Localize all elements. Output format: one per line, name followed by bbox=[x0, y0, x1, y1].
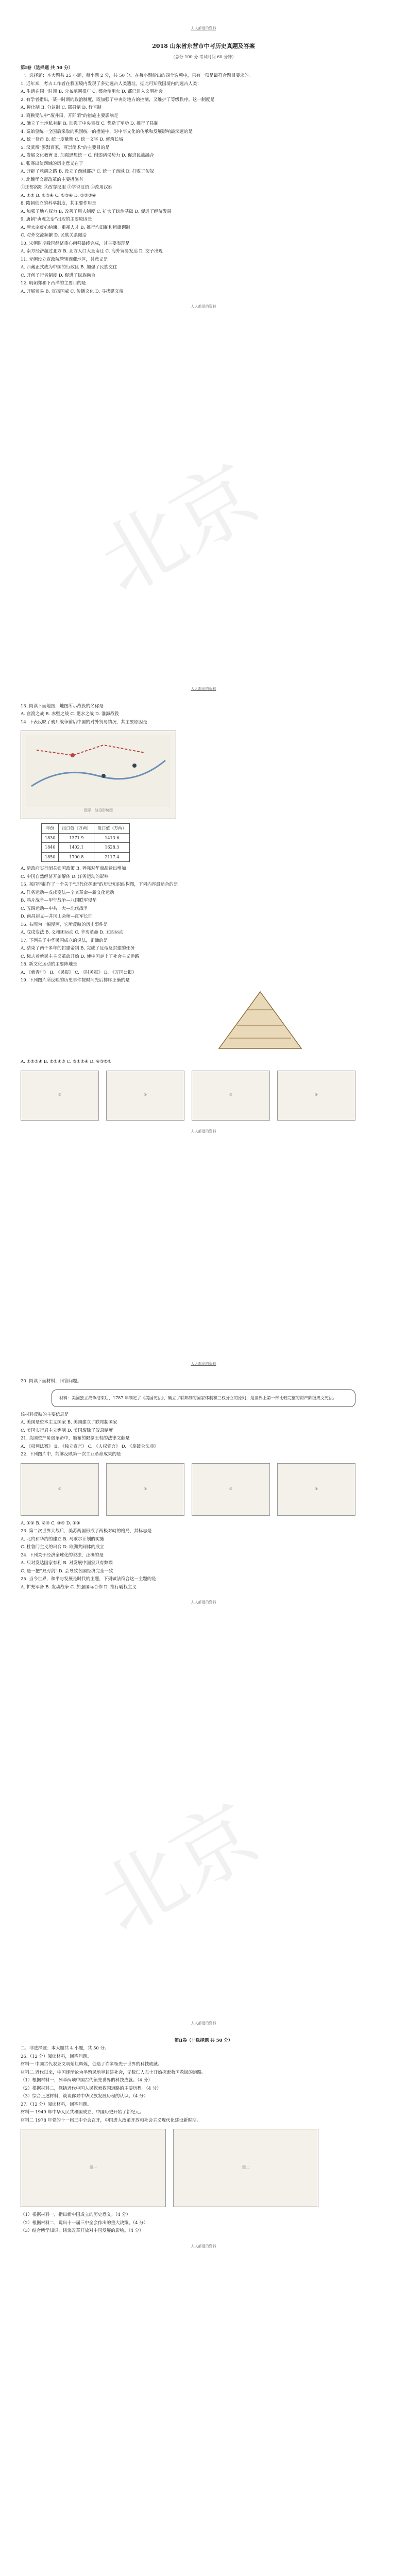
photo-4: ④ bbox=[277, 1071, 355, 1121]
text-line: 11. 元朝设立宣政院管辖西藏地区，其意义是 bbox=[21, 257, 108, 262]
text-line: A. 生活在同一时期 B. 分布范围很广 C. 都会使用火 D. 都已进入文明社会 bbox=[21, 89, 163, 94]
text-line: C. 中国自然经济开始解体 D. 洋务运动的影响 bbox=[21, 874, 109, 879]
text-line: A. 清政府实行闭关锁国政策 B. 列强对华商品输出增加 bbox=[21, 866, 126, 871]
text-line: C. 开创了行省制度 D. 促进了民族融合 bbox=[21, 273, 96, 278]
question-list bbox=[21, 865, 386, 985]
text-line: （3）综合上述材料，谈谈你对中华民族发展历程的认识。（4 分） bbox=[21, 2094, 148, 2099]
text-line: 10. 宋朝时期我国经济重心南移最终完成，其主要表现是 bbox=[21, 241, 130, 246]
page-header: 人人都爱的资料 bbox=[191, 687, 216, 691]
text-line: 16. 右图为一幅漫画，它所反映的历史事件是 bbox=[21, 922, 108, 927]
section-heading: 第Ⅱ卷（非选择题 共 50 分） bbox=[174, 2038, 233, 2043]
image-row bbox=[21, 2129, 386, 2207]
question-list bbox=[21, 1378, 386, 1386]
image-3: ③ bbox=[192, 1463, 270, 1516]
text-line: 21. 英国资产阶级革命中，颁布的限制王权的法律文献是 bbox=[21, 1436, 130, 1441]
table-cell: 1830 bbox=[42, 833, 59, 843]
image-row bbox=[21, 1463, 386, 1516]
text-line: 9. 唐朝“贞观之治”出现的主要原因是 bbox=[21, 217, 92, 222]
text-line: 19. 下列图片所反映的历史事件按时间先后排序正确的是 bbox=[21, 978, 130, 983]
text-line: C. 五四运动—中共一大—北伐战争 bbox=[21, 906, 88, 911]
text-line: 2. 有学者指出，某一时期的政治制度，既加强了中央对地方的控制，又维护了等级秩序。这一制度是 bbox=[21, 97, 215, 103]
page-header: 人人都爱的资料 bbox=[191, 26, 216, 30]
text-line: 1. 近年来，考古工作者在我国境内发现了多处远古人类遗址。据此可知我国境内的远古人类： bbox=[21, 81, 201, 87]
question-list bbox=[21, 2211, 386, 2235]
text-line: A. 统一货币 B. 统一度量衡 C. 统一文字 D. 修筑长城 bbox=[21, 137, 124, 142]
pyramid-cartoon bbox=[216, 989, 386, 1055]
photo-3: ③ bbox=[192, 1071, 270, 1121]
watermark: 北京 bbox=[83, 1785, 275, 1952]
question-list bbox=[21, 1520, 386, 1592]
instructions: 二、非选择题：本大题共 4 小题，共 50 分。 bbox=[21, 2046, 109, 2051]
question-list bbox=[21, 1058, 386, 1066]
page-4 bbox=[21, 2020, 386, 2250]
material-callout: 材料：美国独立战争结束后，1787 年制定了《美国宪法》，确立了联邦制的国家体制和三权分立的原则，是世界上第一部比较完整的资产阶级成文宪法。 bbox=[52, 1389, 355, 1407]
image-2: ② bbox=[106, 1463, 184, 1516]
text-line: C. 对外交流频繁 D. 民族关系融洽 bbox=[21, 233, 87, 238]
page-3 bbox=[21, 1360, 386, 1607]
document-title: 2018 山东省东营市中考历史真题及答案 bbox=[152, 42, 255, 49]
image-1: 图一 bbox=[21, 2129, 166, 2207]
table-row bbox=[42, 824, 130, 834]
photo-2: ② bbox=[106, 1071, 184, 1121]
image-1: ① bbox=[21, 1463, 99, 1516]
text-line: C. 标志着新民主主义革命开始 D. 使中国走上了社会主义道路 bbox=[21, 954, 140, 959]
text-line: （2）根据材料二，概括近代中国人民探索救国道路的主要历程。（4 分） bbox=[21, 2086, 161, 2091]
text-line: A. ①② B. ②③ C. ③④ D. ①④ bbox=[21, 1520, 80, 1526]
watermark: 北京 bbox=[83, 446, 275, 612]
text-line: 13. 阅读下面地图，地图所示战役的名称是 bbox=[21, 703, 104, 709]
table-cell: 1840 bbox=[42, 843, 59, 853]
page-footer: 人人都爱的资料 bbox=[191, 1129, 216, 1133]
text-line: 20. 阅读下面材料，回答问题。 bbox=[21, 1378, 82, 1384]
text-line: 24. 下列关于经济全球化的说法，正确的是 bbox=[21, 1552, 104, 1558]
image-2: 图二 bbox=[173, 2129, 318, 2207]
section-heading: 第Ⅰ卷（选择题 共 50 分） bbox=[21, 65, 73, 71]
text-line: A. 唐太宗虚心纳谏、重视人才 B. 推行均田制和租庸调制 bbox=[21, 225, 130, 230]
text-line: 8. 隋朝创立的科举制度，其主要作用是 bbox=[21, 201, 96, 206]
text-line: 18. 新文化运动的主要阵地是 bbox=[21, 962, 77, 967]
table-row bbox=[42, 852, 130, 862]
text-line: 22. 下列图片中，能够反映第一次工业革命成果的是 bbox=[21, 1452, 121, 1457]
table-cell: 1628.3 bbox=[94, 843, 130, 853]
text-line: A. 加强了地方权力 B. 改善了用人制度 C. 扩大了统治基础 D. 促进了经济发展 bbox=[21, 209, 172, 214]
text-line: 4. 秦始皇统一全国后采取的巩固统一的措施中，对中华文化的传承和发展影响最深远的是 bbox=[21, 129, 193, 134]
table-cell: 2117.4 bbox=[94, 852, 130, 862]
page-2 bbox=[21, 685, 386, 1136]
text-line: A. 洋务运动—戊戌变法—辛亥革命—新文化运动 bbox=[21, 890, 114, 895]
text-line: 3. 商鞅变法中“废井田，开阡陌”的措施主要影响是 bbox=[21, 113, 118, 118]
text-line: ①迁都洛阳 ②改穿汉服 ③学说汉语 ④改用汉姓 bbox=[21, 185, 113, 190]
text-line: C. 杜鲁门主义的出台 D. 欧洲共同体的成立 bbox=[21, 1545, 105, 1550]
map-caption: 图示：战役形势图 bbox=[84, 808, 113, 813]
table-cell: 1700.8 bbox=[59, 852, 94, 862]
text-line: A. ①② B. ②③④ C. ①③④ D. ①②③④ bbox=[21, 193, 96, 198]
text-line: 5. 汉武帝“罢黜百家，尊崇儒术”的主要目的是 bbox=[21, 145, 110, 150]
map-graphic bbox=[26, 735, 171, 807]
text-line: 17. 下列关于中华民国成立的说法，正确的是 bbox=[21, 938, 108, 943]
table-cell: 1371.9 bbox=[59, 833, 94, 843]
table-row bbox=[42, 833, 130, 843]
text-line: （1）根据材料一，列举两项中国古代领先世界的科技成就。（4 分） bbox=[21, 2078, 152, 2083]
text-line: 12. 明朝郑和下西洋的主要目的是 bbox=[21, 281, 86, 286]
text-line: A. ①②③④ B. ②①④③ C. ③①②④ D. ④③②① bbox=[21, 1059, 112, 1064]
text-line: A. 只对发达国家有利 B. 对发展中国家只有弊端 bbox=[21, 1561, 113, 1566]
text-line: A. 北约和华约的建立 B. 马歇尔计划的实施 bbox=[21, 1536, 104, 1542]
text-line: A. 戊戌变法 B. 义和团运动 C. 辛亥革命 D. 五四运动 bbox=[21, 930, 124, 935]
document-subtitle: （总分 100 分 考试时间 60 分钟） bbox=[171, 55, 236, 59]
table-cell: 进口值（万两） bbox=[94, 824, 130, 834]
instructions: 一、选择题：本大题共 25 小题，每小题 2 分，共 50 分。在每小题给出的四个选项中，只有一项是最符合题目要求的。 bbox=[21, 73, 253, 78]
table-row bbox=[42, 843, 130, 853]
table-cell: 1402.1 bbox=[59, 843, 94, 853]
page-1 bbox=[21, 25, 386, 311]
page-header: 人人都爱的资料 bbox=[191, 1362, 216, 1366]
text-line: A. 《新青年》 B. 《民报》 C. 《时务报》 D. 《万国公报》 bbox=[21, 970, 137, 975]
question-list bbox=[21, 703, 386, 727]
text-line: 该材料反映的主要信息是 bbox=[21, 1412, 69, 1417]
text-line: 材料二 1978 年党的十一届三中全会召开，中国进入改革开放和社会主义现代化建设新时期。 bbox=[21, 2117, 201, 2123]
page-footer: 人人都爱的资料 bbox=[191, 304, 216, 309]
text-line: 27.（12 分）阅读材料，回答问题。 bbox=[21, 2102, 92, 2107]
trade-table bbox=[41, 823, 130, 862]
text-line: 6. 张骞出使西域的历史意义在于 bbox=[21, 161, 83, 166]
text-line: 材料一 中国古代农业文明灿烂辉煌，创造了许多领先于世界的科技成就。 bbox=[21, 2062, 162, 2067]
text-line: 25. 当今世界，和平与发展是时代的主题，下列做法符合这一主题的是 bbox=[21, 1577, 156, 1582]
text-line: A. 结束了两千多年的封建帝制 B. 完成了反帝反封建的任务 bbox=[21, 946, 135, 951]
text-line: A. 开展贸易 B. 宣扬国威 C. 传播文化 D. 寻找建文帝 bbox=[21, 289, 124, 294]
table-cell: 年份 bbox=[42, 824, 59, 834]
text-line: （3）结合所学知识，谈谈改革开放对中国发展的影响。（4 分） bbox=[21, 2228, 144, 2233]
text-line: A. 南方经济超过北方 B. 北方人口大量南迁 C. 海外贸易发达 D. 交子出现 bbox=[21, 249, 163, 254]
image-4: ④ bbox=[277, 1463, 355, 1516]
text-line: A. 西藏正式成为中国的行政区 B. 加强了民族交往 bbox=[21, 265, 117, 270]
text-line: A. 美国是资本主义国家 B. 美国建立了联邦制国家 bbox=[21, 1420, 117, 1425]
battle-map bbox=[21, 731, 176, 819]
table-cell: 1413.6 bbox=[94, 833, 130, 843]
question-list bbox=[21, 1411, 386, 1459]
text-line: 7. 北魏孝文帝改革的主要措施有 bbox=[21, 177, 83, 182]
question-list bbox=[21, 2053, 386, 2125]
table-cell: 出口值（万两） bbox=[59, 824, 94, 834]
page-footer: 人人都爱的资料 bbox=[191, 2244, 216, 2248]
text-line: B. 鸦片战争—甲午战争—八国联军侵华 bbox=[21, 898, 97, 903]
text-line: A. 扩充军备 B. 发动战争 C. 加强国际合作 D. 推行霸权主义 bbox=[21, 1584, 137, 1590]
text-line: 材料二 近代以来，中国逐渐沦为半殖民地半封建社会，无数仁人志士开始探索救国救民的道路。 bbox=[21, 2070, 206, 2075]
photo-row bbox=[21, 1071, 386, 1121]
text-line: A. 开辟了丝绸之路 B. 设立了西域都护 C. 统一了西域 D. 打败了匈奴 bbox=[21, 169, 154, 174]
text-line: A. 官渡之战 B. 赤壁之战 C. 淝水之战 D. 淮海战役 bbox=[21, 711, 119, 717]
text-line: D. 南昌起义—井冈山会师—红军长征 bbox=[21, 914, 93, 919]
text-line: C. 是一把“双刃剑” D. 会导致各国经济完全一致 bbox=[21, 1568, 113, 1574]
text-line: 26.（12 分）阅读材料，回答问题。 bbox=[21, 2054, 92, 2059]
text-line: 14. 下表反映了鸦片战争前后中国的对外贸易情况，其主要原因是 bbox=[21, 719, 147, 725]
table-cell: 1850 bbox=[42, 852, 59, 862]
text-line: C. 美国实行君主立宪制 D. 美国废除了奴隶制度 bbox=[21, 1428, 113, 1433]
page-footer: 人人都爱的资料 bbox=[191, 1600, 216, 1604]
photo-1: ① bbox=[21, 1071, 99, 1121]
text-line: 23. 第二次世界大战后，美苏两国形成了两极对峙的格局，其标志是 bbox=[21, 1529, 152, 1534]
text-line: （2）根据材料二，说出十一届三中全会作出的重大决策。（4 分） bbox=[21, 2220, 148, 2226]
text-line: （1）根据材料一，指出新中国成立的历史意义。（4 分） bbox=[21, 2212, 131, 2217]
text-line: A. 发展文化教育 B. 加强思想统一 C. 削弱诸侯势力 D. 促进民族融合 bbox=[21, 153, 154, 158]
text-line: A. 《权利法案》 B. 《独立宣言》 C. 《人权宣言》 D. 《拿破仑法典》 bbox=[21, 1444, 159, 1449]
question-list bbox=[21, 80, 386, 296]
text-line: A. 确立了土地私有制 B. 加强了中央集权 C. 奖励了军功 D. 推行了县制 bbox=[21, 121, 159, 126]
page-header: 人人都爱的资料 bbox=[191, 2021, 216, 2025]
text-line: 15. 某同学制作了一个关于“近代化探索”的历史知识结构图，下列内容最适合的是 bbox=[21, 882, 178, 887]
text-line: 材料一 1949 年中华人民共和国成立，中国历史开始了新纪元。 bbox=[21, 2110, 144, 2115]
text-line: A. 禅让制 B. 分封制 C. 郡县制 D. 行省制 bbox=[21, 105, 101, 110]
